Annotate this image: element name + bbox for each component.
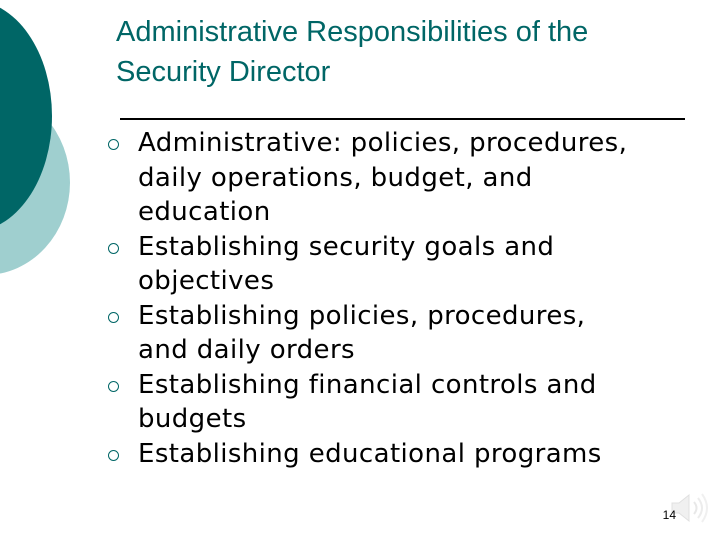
bullet-item [108,126,708,230]
bullet-item [108,299,708,368]
bullet-line: Establishing policies, procedures, [138,300,586,331]
bullet-line: and daily orders [138,335,355,365]
bullet-item [108,437,708,472]
slide-title-line: Security Director [116,56,331,88]
hollow-circle-bullet-icon [108,139,119,150]
bullet-text [138,230,698,299]
hollow-circle-bullet-icon [108,243,119,254]
bullet-line: budgets [138,404,247,434]
bullet-item [108,230,708,299]
bullet-line: objectives [138,266,275,296]
bullet-line: Establishing financial controls and [138,369,597,400]
bullet-line: Establishing security goals and [138,231,555,262]
hollow-circle-bullet-icon [108,450,119,461]
slide-title-line: Administrative Responsibilities of the [116,16,589,48]
bullet-line: Establishing educational programs [138,438,602,469]
slide-title [116,12,676,92]
bullet-text [138,437,698,472]
bullet-item [108,368,708,437]
bullet-list [108,126,708,471]
bullet-line: education [138,197,271,227]
bullet-text [138,299,698,368]
title-divider [120,118,685,120]
hollow-circle-bullet-icon [108,312,119,323]
hollow-circle-bullet-icon [108,381,119,392]
bullet-line: daily operations, budget, and [138,162,533,193]
bullet-text [138,126,698,230]
bullet-text [138,368,698,437]
page-number: 14 [662,508,676,522]
bullet-line: Administrative: policies, procedures, [138,128,628,158]
